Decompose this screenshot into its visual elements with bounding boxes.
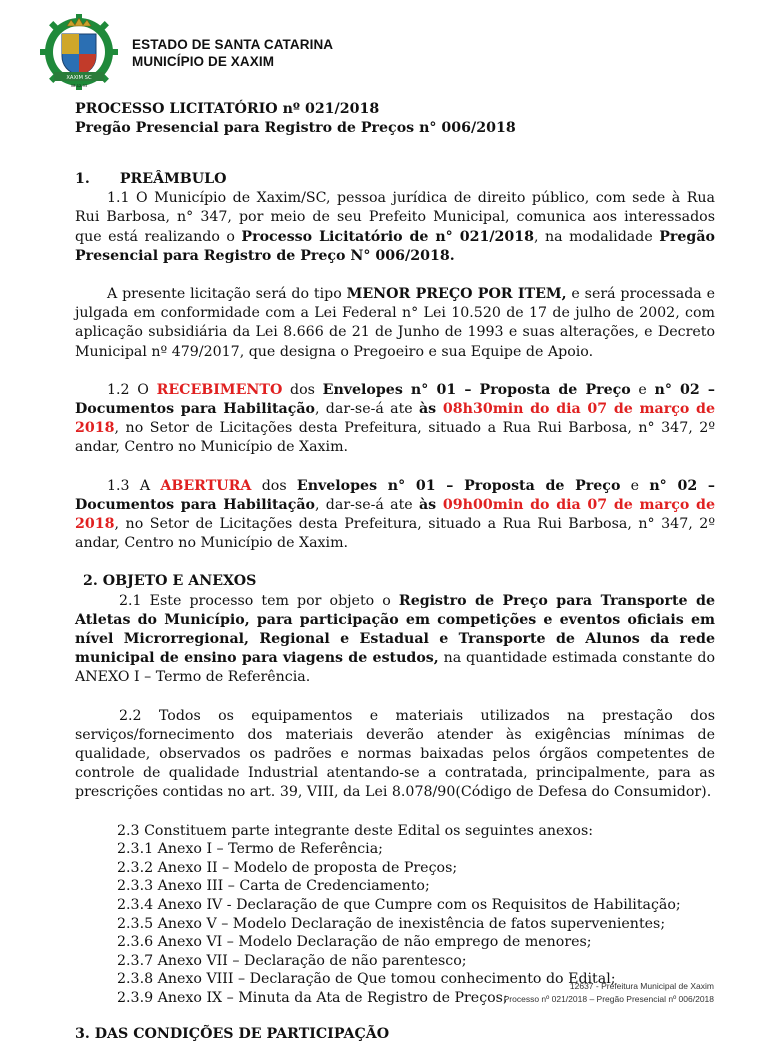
annex-item: 2.3.3 Anexo III – Carta de Credenciamento; <box>117 878 430 895</box>
seal-banner-text: XAXIM SC <box>66 75 92 81</box>
paragraph-1-type: A presente licitação será do tipo MENOR PREÇO POR ITEM, e será processada e julgada em conformidade com a Lei Federal n° Lei 10.520 de 17 de julho de 2002, com aplicação subsidiária da Lei 8.666 de 21 de Junho de 1993 e suas alterações, e Decreto Municipal nº 479/2017, que designa o Pregoeiro e sua Equipe de Apoio. <box>75 286 715 360</box>
state-name: ESTADO DE SANTA CATARINA <box>132 37 334 52</box>
annex-item: 2.3.6 Anexo VI – Modelo Declaração de não emprego de menores; <box>117 934 592 951</box>
annex-item: 2.3.5 Anexo V – Modelo Declaração de inexistência de fatos supervenientes; <box>117 915 666 932</box>
letterhead <box>40 14 640 94</box>
section-1-title: PREÂMBULO <box>119 171 227 187</box>
receipt-keyword: RECEBIMENTO <box>156 381 283 398</box>
seal-date-text: 08-12-53 <box>70 84 88 88</box>
municipal-seal-icon <box>40 14 118 94</box>
section-1-heading <box>75 170 715 189</box>
annex-item: 2.3.2 Anexo II – Modelo de proposta de Preços; <box>117 859 458 876</box>
page-footer <box>504 980 714 1006</box>
process-title: PROCESSO LICITATÓRIO nº 021/2018 <box>75 101 380 117</box>
paragraph-1-1: 1.1 O Município de Xaxim/SC, pessoa jurídica de direito público, com sede à Rua Rui Barbosa, n° 347, por meio de seu Prefeito Municipal, comunica aos interessados que está realizando o Processo Licitatório de n° 021/2018, na modalidade Pregão Presencial para Registro de Preço N° 006/2018. <box>75 190 715 264</box>
section-3-heading: 3. DAS CONDIÇÕES DE PARTICIPAÇÃO <box>75 1025 390 1042</box>
annex-item: 2.3.4 Anexo IV - Declaração de que Cumpre com os Requisitos de Habilitação; <box>117 897 681 914</box>
paragraph-2-2: 2.2 Todos os equipamentos e materiais utilizados na prestação dos serviços/fornecimento dos materiais deverão atender às exigências mínimas de qualidade, observados os padrões e normas baixadas pelos órgãos competentes de controle de qualidade Industrial atentando-se a contratada, principalmente, para as prescrições contidas no art. 39, VIII, da Lei 8.078/90(Código de Defesa do Consumidor). <box>75 707 715 801</box>
municipality-name: MUNICÍPIO DE XAXIM <box>132 54 275 69</box>
process-subtitle: Pregão Presencial para Registro de Preços n° 006/2018 <box>75 120 516 136</box>
annex-item: 2.3.1 Anexo I – Termo de Referência; <box>117 841 383 858</box>
opening-keyword: ABERTURA <box>160 477 252 494</box>
paragraph-1-3: 1.3 A ABERTURA dos Envelopes n° 01 – Proposta de Preço e n° 02 – Documentos para Habilitação, dar-se-á ate às 09h00min do dia 07 de março de 2018, no Setor de Licitações desta Prefeitura, situado a Rua Rui Barbosa, n° 347, 2º andar, Centro no Município de Xaxim. <box>75 477 715 552</box>
annex-intro: 2.3 Constituem parte integrante deste Edital os seguintes anexos: <box>117 822 594 839</box>
document-body <box>75 100 715 1044</box>
annex-item: 2.3.9 Anexo IX – Minuta da Ata de Registro de Preços; <box>117 990 508 1007</box>
section-2-heading: 2. OBJETO E ANEXOS <box>83 573 257 590</box>
footer-line-2: Processo nº 021/2018 – Pregão Presencial nº 006/2018 <box>503 994 714 1004</box>
paragraph-1-2: 1.2 O RECEBIMENTO dos Envelopes n° 01 – Proposta de Preço e n° 02 – Documentos para Habilitação, dar-se-á ate às 08h30min do dia 07 de março de 2018, no Setor de Licitações desta Prefeitura, situado a Rua Rui Barbosa, n° 347, 2º andar, Centro no Município de Xaxim. <box>75 381 715 456</box>
annex-item: 2.3.8 Anexo VIII – Declaração de Que tomou conhecimento do Edital; <box>117 971 616 988</box>
opening-datetime: 09h00min do dia 07 de março de 2018 <box>75 496 715 533</box>
footer-line-1: 12637 - Prefeitura Municipal de Xaxim <box>569 981 714 991</box>
annex-item: 2.3.7 Anexo VII – Declaração de não parentesco; <box>117 952 467 969</box>
paragraph-2-1: 2.1 Este processo tem por objeto o Registro de Preço para Transporte de Atletas do Município, para participação em competições e eventos oficiais em nível Microrregional, Regional e Estadual e Transporte de Alunos da rede municipal de ensino para viagens de estudos, na quantidade estimada constante do ANEXO I – Termo de Referência. <box>75 592 715 686</box>
section-1-number: 1. <box>75 171 90 187</box>
receipt-datetime: 08h30min do dia 07 de março de 2018 <box>75 401 715 437</box>
